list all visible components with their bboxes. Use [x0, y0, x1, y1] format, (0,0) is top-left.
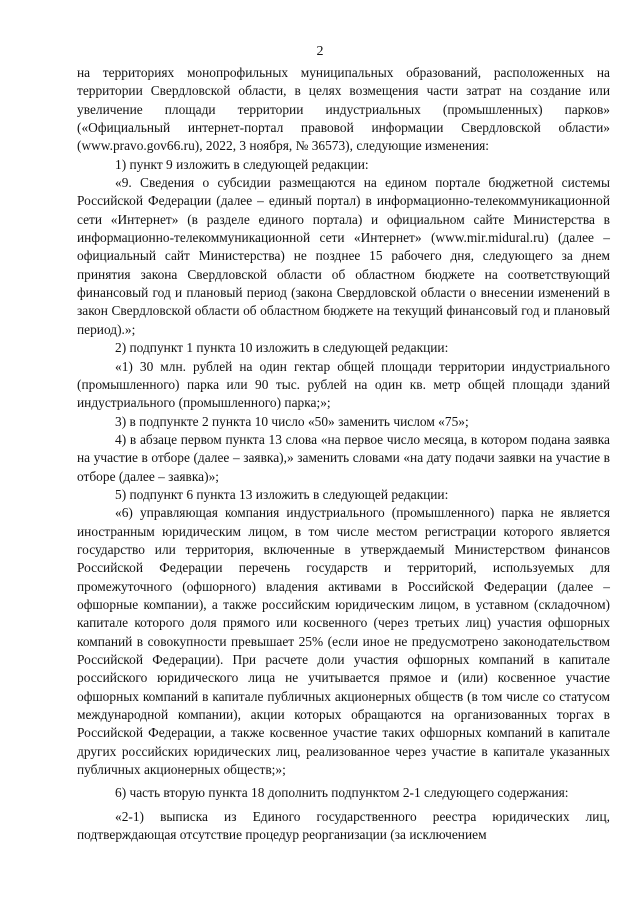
paragraph: «9. Сведения о субсидии размещаются на едином портале бюджетной системы Российской Федерации (далее – единый портал) в информационно-телекоммуникационной сети «Интернет» (в разделе единого портала) и официальном сайте Министерства в информационно-телекоммуникационной сети «Интернет» (www.mir.midural.ru) (далее – официальный сайт Министерства) не позднее 15 рабочего дня, следующего за днем принятия закона Свердловской области об областном бюджете на соответствующий финансовый год и плановый период (закона Свердловской области о внесении изменений в закон Свердловской области об областном бюджете на текущий финансовый год и плановый период).»;: [77, 175, 610, 337]
paragraph: «1) 30 млн. рублей на один гектар общей площади территории индустриального (промышленного) парка или 90 тыс. рублей на один кв. метр общей площади зданий индустриального (промышленного) парка;»;: [77, 358, 610, 411]
page-number: 2: [316, 44, 324, 59]
paragraph: 3) в подпункте 2 пункта 10 число «50» заменить числом «75»;: [115, 413, 469, 429]
paragraph: «2-1) выписка из Единого государственного реестра юридических лиц, подтверждающая отсутствие процедур реорганизации (за исключением: [77, 808, 610, 843]
paragraph: 2) подпункт 1 пункта 10 изложить в следующей редакции:: [115, 340, 449, 356]
paragraph: на территориях монопрофильных муниципальных образований, расположенных на территории Свердловской области, в целях возмещения части затрат на создание или увеличение площади территории индустриальных (промышленных) парков» («Официальный интернет-портал правовой информации Свердловской области» (www.pravo.gov66.ru), 2022, 3 ноября, № 36573), следующие изменения:: [77, 65, 610, 154]
document-body: [77, 64, 610, 844]
paragraph: 6) часть вторую пункта 18 дополнить подпунктом 2-1 следующего содержания:: [115, 785, 569, 801]
paragraph: 1) пункт 9 изложить в следующей редакции:: [115, 156, 369, 172]
paragraph: 5) подпункт 6 пункта 13 изложить в следующей редакции:: [115, 486, 449, 502]
paragraph: 4) в абзаце первом пункта 13 слова «на первое число месяца, в котором подана заявка на участие в отборе (далее – заявка),» заменить словами «на дату подачи заявки на участие в отборе (далее – заявка)»;: [77, 431, 610, 484]
paragraph: «6) управляющая компания индустриального (промышленного) парка не является иностранным юридическим лицом, в том числе местом регистрации которого является государство или территория, включенные в утверждаемый Министерством финансов Российской Федерации перечень государств и территорий, используемых для промежуточного (офшорного) владения активами в Российской Федерации (далее – офшорные компании), а также российским юридическим лицом, в уставном (складочном) капитале которого доля прямого или косвенного (через третьих лиц) участия офшорных компаний в совокупности превышает 25% (если иное не предусмотрено законодательством Российской Федерации). При расчете доли участия офшорных компаний в капитале российского юридического лица не учитывается прямое и (или) косвенное участие офшорных компаний в капитале публичных акционерных обществ (в том числе со статусом международной компании), акции которых обращаются на организованных торгах в Российской Федерации, а также косвенное участие таких офшорных компаний в капитале других российских юридических лиц, реализованное через участие в капитале указанных публичных акционерных обществ;»;: [77, 505, 610, 778]
